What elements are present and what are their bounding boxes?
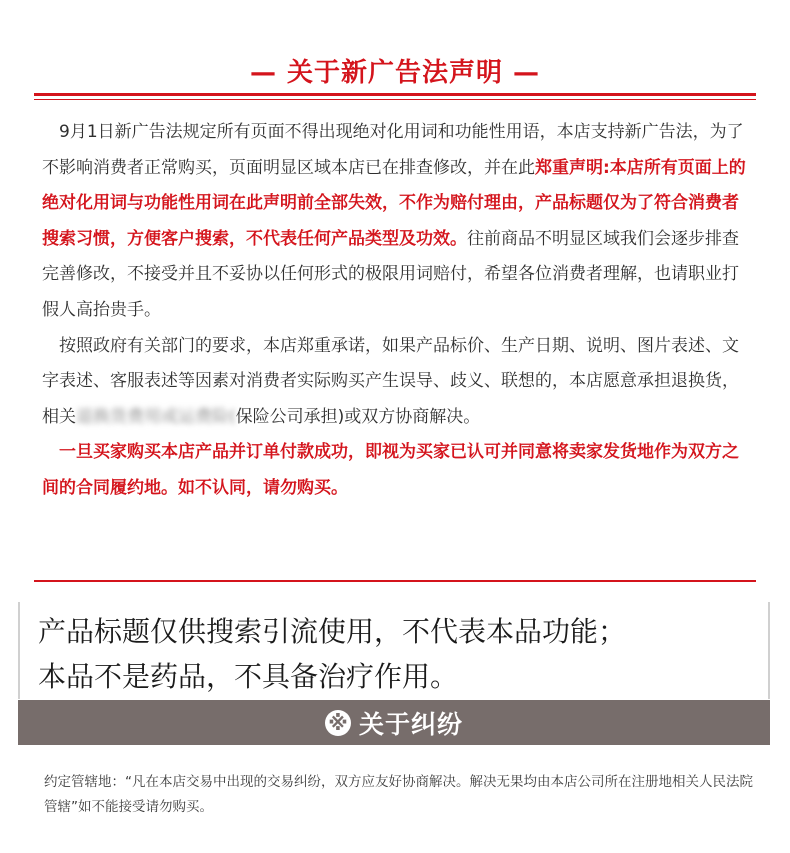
statement-paragraph-1 [42, 115, 754, 329]
notice-box [18, 602, 770, 699]
statement-paragraph-2 [42, 329, 754, 436]
dispute-banner [18, 700, 770, 745]
statement-p1-emphasis: 郑重声明:本店所有页面上的绝对化用词与功能性用词在此声明前全部失效，不作为赔付理由，产品标题仅为了符合消费者搜索习惯，方便客户搜索，不代表任何产品类型及功效。 [42, 157, 746, 249]
notice-line-1: 产品标题仅供搜索引流使用，不代表本品功能； [38, 615, 627, 648]
dispute-banner-label: 关于纠纷 [358, 709, 463, 739]
statement-p2-text: 按照政府有关部门的要求，本店郑重承诺，如果产品标价、生产日期、说明、图片表述、文字表述、客服表述等因素对消费者实际购买产生误导、歧义、联想的，本店愿意承担退换货，相关 [42, 335, 739, 427]
title-divider-thick [34, 93, 756, 96]
statement-p2-text-cont: 保险公司承担)或双方协商解决。 [235, 406, 481, 427]
page-title: — 关于新广告法声明 — [249, 58, 541, 88]
jurisdiction-text: 约定管辖地：“凡在本店交易中出现的交易纠纷，双方应友好协商解决。解决无果均由本店公司所在注册地相关人民法院管辖”如不能接受请勿购买。 [44, 774, 753, 815]
statement-paragraph-3 [42, 435, 754, 506]
statement-body [42, 115, 754, 507]
statement-p1-text-cont: 往前商品不明显区域我们会逐步排查完善修改，不接受并且不妥协以任何形式的极限用词赔付，希望各位消费者理解，也请职业打假人高抬贵手。 [42, 228, 739, 320]
statement-p1-text: 9月1日新广告法规定所有页面不得出现绝对化用词和功能性用语，本店支持新广告法，为了不影响消费者正常购买，页面明显区域本店已在排查修改，并在此 [42, 122, 744, 178]
section-divider [34, 580, 756, 582]
reference-mark-icon: ※ [325, 710, 351, 736]
statement-p2-blurred: 退换货费用或运费险( [76, 406, 236, 427]
title-divider-thin [34, 99, 756, 100]
statement-p3-emphasis: 一旦买家购买本店产品并订单付款成功，即视为买家已认可并同意将卖家发货地作为双方之间的合同履约地。如不认同，请勿购买。 [42, 442, 739, 498]
notice-line-2: 本品不是药品，不具备治疗作用。 [38, 660, 459, 693]
